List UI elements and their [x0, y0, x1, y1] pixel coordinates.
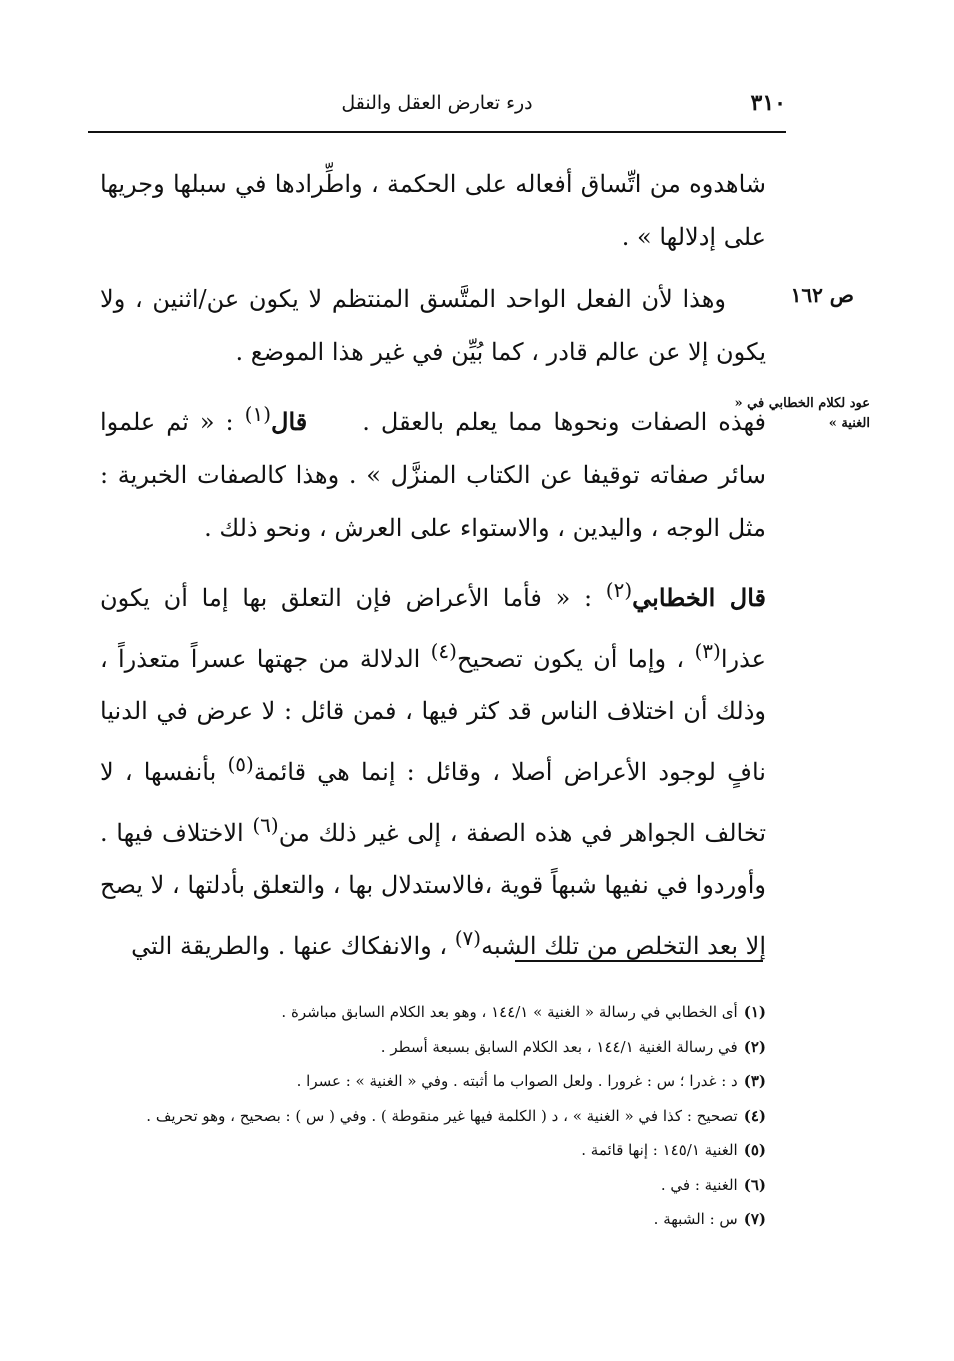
footnote-number: (٤) — [743, 1106, 766, 1125]
margin-section-note: عود لكلام الخطابي في « الغنية » — [734, 396, 870, 431]
footnote-text: الغنية : في . — [660, 1175, 738, 1194]
footnote-number: (٣) — [743, 1072, 766, 1090]
header-rule — [88, 131, 786, 133]
paragraph-4 — [100, 564, 766, 972]
paragraph-3 — [100, 388, 766, 554]
said-label: قال — [271, 407, 308, 437]
footnote-marker-5: (٥) — [227, 751, 254, 776]
footnote-6 — [100, 1168, 766, 1203]
footnote-4 — [100, 1099, 766, 1134]
paragraph-2 — [100, 273, 766, 378]
footnote-number: (٥) — [743, 1141, 766, 1159]
footnote-3 — [100, 1064, 766, 1099]
footnote-text: أى الخطابي في رسالة « الغنية » ١٤٤/١ ، وهو بعد الكلام السابق مباشرة . — [281, 1003, 738, 1021]
paragraph-4-part-a: : « فأما الأعراض فإن التعلق بها إما أن يكون عذرا — [100, 584, 766, 673]
paragraph-3-quote: : « ثم علموا سائر صفاته توقيفا عن الكتاب المنزَّل » . وهذا كالصفات الخبرية : مثل الوجه ، واليدين ، والاستواء على العرش ، ونحو ذلك . — [100, 408, 766, 542]
paragraph-4-part-b: ، وإما أن يكون تصحيح — [456, 644, 685, 673]
paragraph-3-lead: فهذه الصفات ونحوها مما يعلم بالعقل . — [362, 408, 767, 437]
footnote-number: (٧) — [743, 1210, 766, 1228]
footnote-text: الغنية ١٤٥/١ : إنها قائمة . — [581, 1141, 738, 1159]
paragraph-1: شاهدوه من اتِّساق أفعاله على الحكمة ، واطِّرادها في سبلها وجريها على إدلالها » . — [100, 170, 766, 251]
footnote-7 — [100, 1202, 766, 1237]
footnote-number: (٢) — [743, 1037, 766, 1056]
footnote-marker-4: (٤) — [430, 638, 457, 663]
margin-page-reference: ص ١٦٢ — [790, 283, 854, 307]
said-khattabi-label: قال الخطابي — [632, 583, 766, 613]
footnote-number: (٦) — [743, 1175, 766, 1194]
paragraph-4-part-d: بأنفسها ، لا تخالف الجواهر في هذه الصفة ، إلى غير ذلك من — [100, 757, 766, 847]
footnote-marker-6: (٦) — [252, 812, 279, 837]
footnote-1 — [100, 995, 766, 1030]
paragraph-2-text: وهذا لأن الفعل الواحد المتَّسق المنتظم لا يكون عن/اثنين ، ولا يكون إلا عن عالم قادر ، كما بُيِّن في غير هذا الموضع . — [100, 285, 766, 366]
footnote-marker-3: (٣) — [694, 638, 721, 663]
running-title: درء تعارض العقل والنقل — [341, 92, 533, 114]
footnote-2 — [100, 1030, 766, 1065]
footnote-5 — [100, 1133, 766, 1168]
footnotes — [100, 995, 766, 1237]
footnote-text: تصحيح : كذا في « الغنية » ، د ( الكلمة فيها غير منقوطة ) . وفي ( س ) : بصحيح ، وهو تحريف . — [146, 1106, 738, 1125]
main-text — [100, 158, 766, 972]
footnote-text: س : الشبهة . — [653, 1210, 738, 1228]
page-number: ٣١٠ — [750, 90, 786, 116]
footnote-marker-2: (٢) — [605, 578, 633, 603]
footnote-marker-7: (٧) — [454, 925, 482, 950]
footnote-rule — [515, 960, 763, 962]
page-header — [88, 84, 786, 124]
footnote-number: (١) — [743, 1003, 766, 1021]
footnote-text: د : غدرا ؛ س : غرورا . ولعل الصواب ما أثبته . وفي « الغنية » : عسرا . — [296, 1072, 738, 1090]
footnote-marker-1: (١) — [244, 402, 272, 427]
footnote-text: في رسالة الغنية ١٤٤/١ ، بعد الكلام السابق بسبعة أسطر . — [380, 1037, 738, 1056]
paragraph-4-part-c: الدلالة من جهتها عسراً متعذراً ، وذلك أن اختلاف الناس قد كثر فيها ، فمن قائل : لا عرض في الدنيا نافٍ لوجود الأعراض أصلا ، وقائل : إنما هي قائمة — [100, 644, 766, 786]
paragraph-4-part-f: ، والانفكاك عنها . والطريقة التي — [131, 931, 448, 960]
paragraph-4-part-e: الاختلاف فيها . وأوردوا في نفيها شبهاً قوية ،فالاستدلال بها ، والتعلق بأدلتها ، لا يصح إلا بعد التخلص من تلك الشبه — [100, 818, 766, 960]
